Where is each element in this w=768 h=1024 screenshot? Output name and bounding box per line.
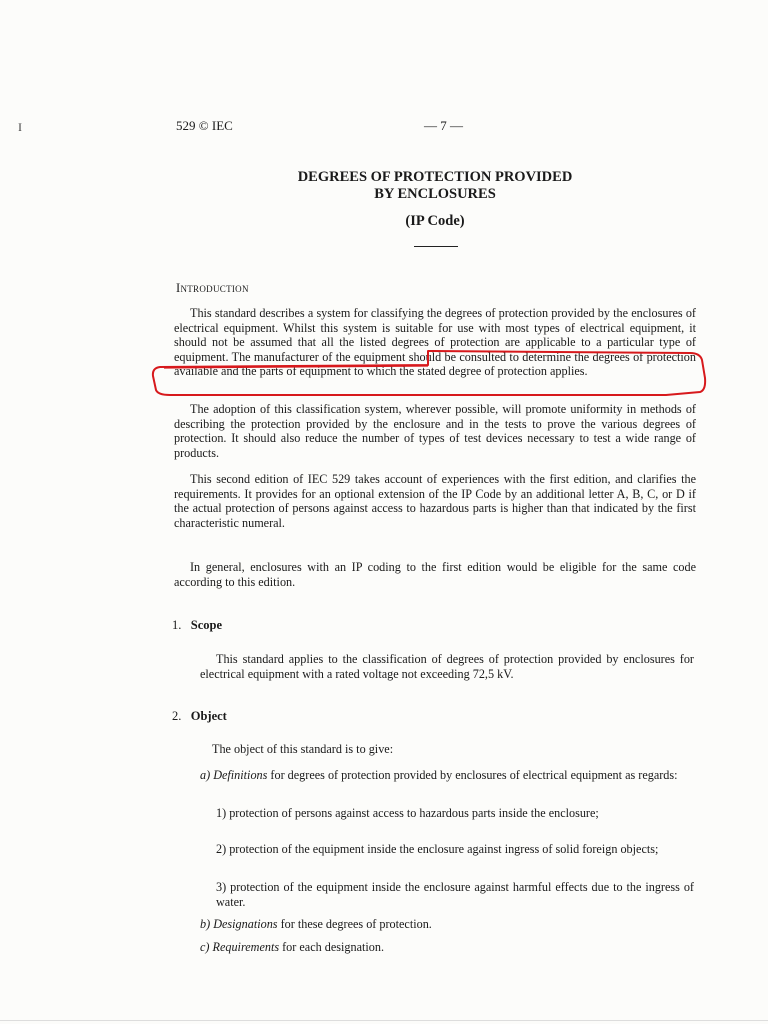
item-a-label: a)	[200, 768, 211, 782]
intro-p1-part-a: This standard describes a system for classifying the degrees of protection provided by the enclosures of electrical equipment. Whilst this system is suitable for use with most types of electrical equipment, it should not be assumed that all the listed degrees of protection are applicable to a particular type of equipment.	[174, 306, 696, 364]
item-c-label: c)	[200, 940, 210, 954]
subitem-3-text: protection of the equipment inside the enclosure against harmful effects due to the ingress of water.	[216, 880, 694, 909]
object-item-c	[200, 940, 384, 955]
object-item-b	[200, 917, 432, 932]
highlight-annotation	[150, 348, 710, 398]
subitem-3-number: 3)	[216, 880, 227, 894]
introduction-paragraph-2: The adoption of this classification system, wherever possible, will promote uniformity in methods of describing the protection provided by the enclosure and in the tests to prove the various degrees of protection. It should also reduce the number of types of test devices necessary to test a wide range of products.	[174, 402, 696, 460]
title-line-1: DEGREES OF PROTECTION PROVIDED	[297, 169, 573, 185]
object-intro: The object of this standard is to give:	[212, 742, 394, 756]
scope-number: 1.	[172, 618, 182, 632]
introduction-paragraph-4: In general, enclosures with an IP coding to the first edition would be eligible for the same code according to this edition.	[174, 560, 696, 589]
item-c-term: Requirements	[212, 940, 280, 954]
page-number: — 7 —	[424, 118, 463, 133]
margin-mark: I	[18, 120, 22, 134]
item-b-term: Designations	[213, 917, 278, 931]
scan-edge	[0, 1020, 768, 1021]
title-line-3: (IP Code)	[405, 213, 465, 229]
introduction-paragraph-3: This second edition of IEC 529 takes account of experiences with the first edition, and clarifies the requirements. It provides for an optional extension of the IP Code by an additional letter A, B, C, or D if the actual protection of persons against access to hazardous parts is higher than that indicated by the first characteristic numeral.	[174, 472, 696, 530]
intro-p1-part-b: The manufacturer of the equipment should be consulted to determine the degrees of protection available and the parts of equipment to which the stated degree of protection applies.	[174, 349, 696, 379]
scope-heading	[172, 618, 222, 633]
title-divider	[414, 246, 458, 247]
item-a-text: for degrees of protection provided by enclosures of electrical equipment as regards:	[270, 768, 678, 782]
document-reference: 529 © IEC	[176, 118, 233, 133]
scope-title: Scope	[190, 618, 222, 632]
introduction-heading: Introduction	[176, 281, 249, 295]
object-heading	[172, 709, 227, 724]
object-subitem-3	[216, 880, 694, 909]
subitem-1-text: protection of persons against access to hazardous parts inside the enclosure;	[229, 806, 599, 820]
subitem-1-number: 1)	[216, 806, 227, 820]
item-b-label: b)	[200, 917, 211, 931]
title-line-2: BY ENCLOSURES	[374, 186, 496, 202]
subitem-2-number: 2)	[216, 842, 227, 856]
item-c-text: for each designation.	[282, 940, 384, 954]
subitem-2-text: protection of the equipment inside the enclosure against ingress of solid foreign objects;	[229, 842, 659, 856]
item-a-term: Definitions	[213, 768, 268, 782]
item-b-text: for these degrees of protection.	[280, 917, 432, 931]
object-item-a	[200, 768, 694, 783]
scope-text: This standard applies to the classification of degrees of protection provided by enclosures for electrical equipment with a rated voltage not exceeding 72,5 kV.	[200, 652, 694, 681]
object-title: Object	[190, 709, 227, 723]
object-number: 2.	[172, 709, 182, 723]
object-subitem-2	[216, 842, 694, 857]
object-subitem-1	[216, 806, 694, 821]
